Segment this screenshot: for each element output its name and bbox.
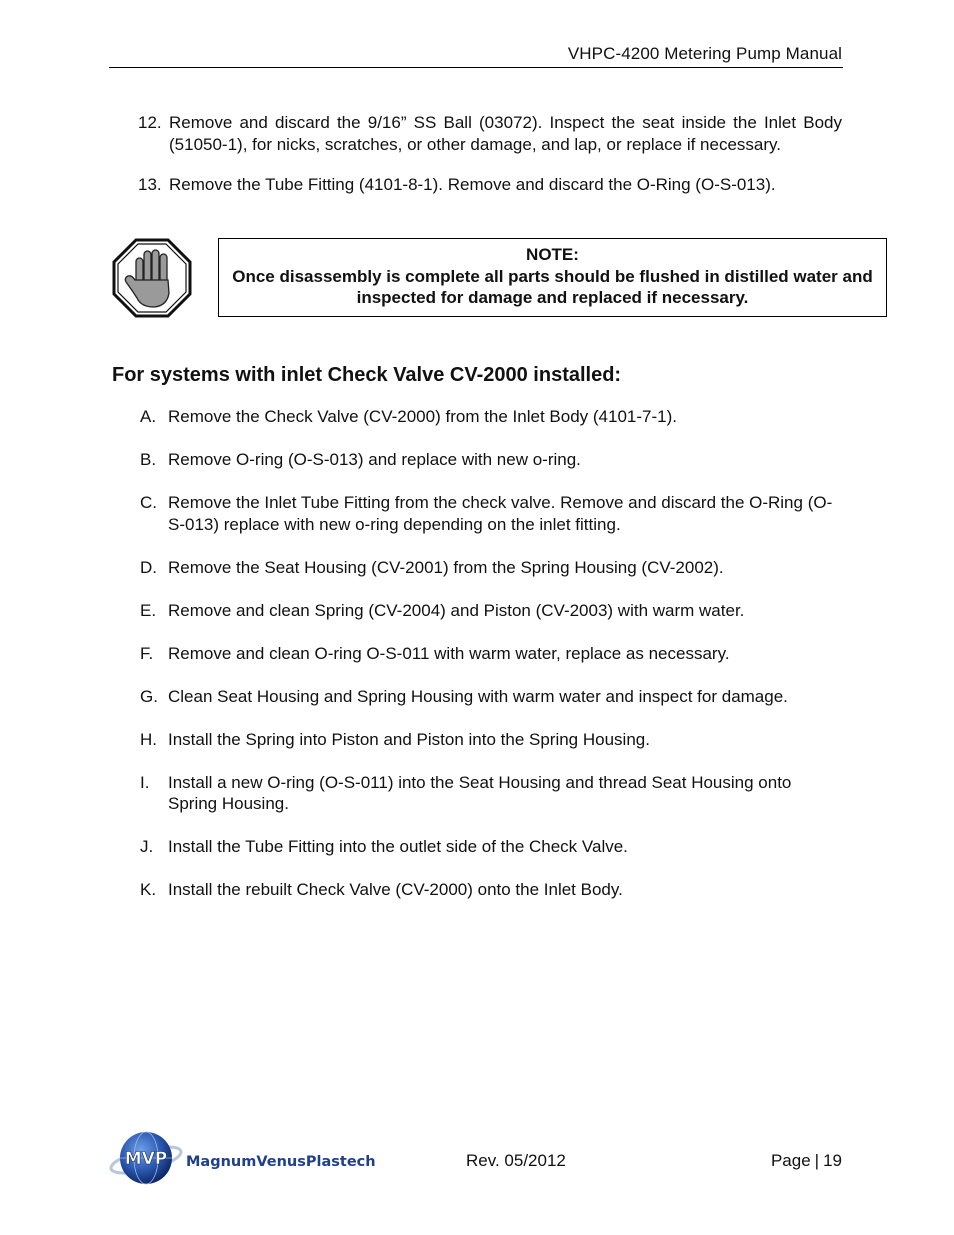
list-text: Remove and clean Spring (CV-2004) and Piston (CV-2003) with warm water. xyxy=(168,600,745,620)
revision-date: Rev. 05/2012 xyxy=(466,1151,566,1170)
list-letter: J. xyxy=(140,837,154,856)
list-text: Install a new O-ring (O-S-011) into the Seat Housing and thread Seat Housing onto Spring Housing. xyxy=(168,772,792,813)
list-text: Remove the Check Valve (CV-2000) from the Inlet Body (4101-7-1). xyxy=(168,407,677,426)
page-number-value: 19 xyxy=(823,1151,842,1170)
list-letter: G. xyxy=(140,686,158,706)
step-number: 12. xyxy=(138,113,162,132)
note-box xyxy=(218,238,887,317)
list-letter: C. xyxy=(140,493,157,512)
section-heading: For systems with inlet Check Valve CV-2000 installed: xyxy=(112,364,622,386)
list-item xyxy=(140,836,842,858)
numbered-step-list xyxy=(138,112,842,215)
list-item xyxy=(140,406,842,428)
list-letter: D. xyxy=(140,557,157,577)
page-separator: | xyxy=(814,1151,820,1170)
note-title: NOTE: xyxy=(526,245,579,264)
header-divider xyxy=(109,67,843,68)
list-text: Install the rebuilt Check Valve (CV-2000) onto the Inlet Body. xyxy=(168,880,623,899)
logo-mark: MVP xyxy=(124,1149,168,1169)
list-item xyxy=(140,879,842,901)
list-item xyxy=(140,686,842,708)
list-item xyxy=(140,600,842,622)
list-text: Install the Tube Fitting into the outlet side of the Check Valve. xyxy=(168,837,628,856)
step-number: 13. xyxy=(138,175,162,194)
list-item xyxy=(140,449,842,471)
step-item xyxy=(138,174,842,196)
list-item xyxy=(140,772,842,815)
list-letter: H. xyxy=(140,729,157,749)
list-text: Remove the Inlet Tube Fitting from the check valve. Remove and discard the O-Ring (O-S-013) replace with new o-ring depending on the inlet fitting. xyxy=(168,493,833,534)
list-item xyxy=(140,492,842,535)
list-letter: B. xyxy=(140,450,157,469)
logo-wordmark: MagnumVenusPlastech xyxy=(186,1154,376,1170)
list-letter: F. xyxy=(140,643,154,663)
step-item xyxy=(138,112,842,155)
list-text: Remove and clean O-ring O-S-011 with warm water, replace as necessary. xyxy=(168,643,730,663)
list-text: Remove O-ring (O-S-013) and replace with new o-ring. xyxy=(168,450,581,469)
check-valve-step-list xyxy=(140,406,842,922)
list-item xyxy=(140,643,842,665)
list-letter: I. xyxy=(140,772,150,792)
list-text: Clean Seat Housing and Spring Housing with warm water and inspect for damage. xyxy=(168,686,788,706)
page-label: Page xyxy=(770,1151,811,1170)
note-body: Once disassembly is complete all parts should be flushed in distilled water and inspected for damage and replaced if necessary. xyxy=(232,266,873,307)
list-text: Remove the Seat Housing (CV-2001) from the Spring Housing (CV-2002). xyxy=(168,557,724,577)
mvp-globe-logo xyxy=(108,1128,398,1188)
list-item xyxy=(140,557,842,579)
list-text: Install the Spring into Piston and Piston into the Spring Housing. xyxy=(168,729,650,749)
stop-hand-icon xyxy=(112,238,192,318)
list-item xyxy=(140,729,842,751)
step-text: Remove and discard the 9/16” SS Ball (03072). Inspect the seat inside the Inlet Body (51050-1), for nicks, scratches, or other damage, and lap, or replace if necessary. xyxy=(169,113,842,154)
page-number xyxy=(771,1151,842,1171)
list-letter: K. xyxy=(140,880,157,899)
page-header-title: VHPC-4200 Metering Pump Manual xyxy=(567,44,842,63)
list-letter: E. xyxy=(140,600,157,620)
list-letter: A. xyxy=(140,407,157,426)
step-text: Remove the Tube Fitting (4101-8-1). Remove and discard the O-Ring (O-S-013). xyxy=(169,175,776,194)
